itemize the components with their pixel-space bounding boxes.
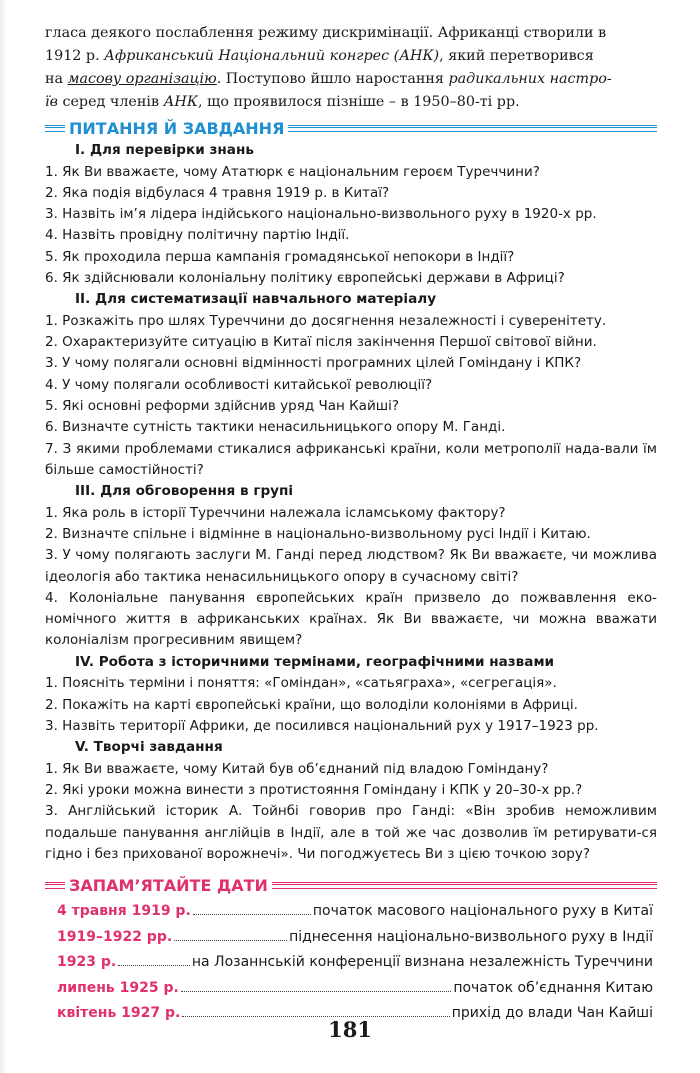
question-item: 5. Як проходила перша кампанія громадянської непокори в Індії? (45, 248, 515, 265)
date-event: початок масового національного руху в Китаї (312, 903, 653, 920)
date-row (57, 929, 653, 955)
question-item: 1. Розкажіть про шлях Туреччини до досягнення незалежності і суверенітету. (45, 312, 607, 329)
intro-paragraph (45, 22, 657, 114)
intro-text: на (45, 71, 68, 87)
questions-banner-title: ПИТАННЯ Й ЗАВДАННЯ (69, 118, 285, 138)
question-item: 3. Назвіть ім’я лідера індійського національно-визвольного руху в 1920-х рр. (45, 206, 597, 223)
question-item: 4. Назвіть провідну політичну партію Індії. (45, 227, 350, 244)
page-edge-shadow (0, 0, 8, 1073)
question-list (45, 503, 657, 652)
intro-text: . Поступово йшло наростання (216, 71, 449, 87)
question-item: 5. Які основні реформи здійснив уряд Чан Кайші? (45, 397, 399, 414)
date-row (57, 980, 653, 1006)
banner-rule (45, 882, 65, 889)
anc-abbr: АНК (163, 94, 198, 110)
dotted-leader (181, 991, 452, 992)
question-item: 3. У чому полягають заслуги М. Ганді перед людством? Як Ви вважаєте, чи можлива ідеологія або тактика ненасильницького опору в сучасному світі? (45, 547, 657, 585)
dotted-leader (193, 914, 311, 915)
date-event: на Лозаннській конференції визнана незалежність Туреччини (191, 954, 653, 971)
question-list (45, 311, 657, 481)
date-label: квітень 1927 р. (57, 1005, 181, 1022)
question-item: 4. Колоніальне панування європейських країн призвело до пожвавлення еко-номічного життя в африканських країнах. Як Ви вважаєте, чи можна вважати колоніалізм прогресивним явищем? (45, 589, 657, 649)
date-label: липень 1925 р. (57, 979, 179, 996)
question-item: 2. Визначте спільне і відмінне в національно-визвольному русі Індії і Китаю. (45, 525, 591, 542)
question-item: 2. Охарактеризуйте ситуацію в Китаї після закінчення Першої світової війни. (45, 334, 597, 351)
banner-rule (45, 125, 65, 132)
question-item: 1. Поясніть терміни і поняття: «Гоміндан», «сатьяграха», «сегрегація». (45, 675, 557, 692)
textbook-page (45, 22, 657, 1031)
dates-banner-title: ЗАПАМ’ЯТАЙТЕ ДАТИ (69, 875, 268, 895)
date-row (57, 903, 653, 929)
date-label: 1923 р. (57, 954, 117, 971)
key-dates-list (45, 903, 653, 1031)
mass-organization-term: масову організацію (67, 71, 217, 87)
section-title: І. Для перевірки знань (75, 142, 254, 158)
question-item: 2. Які уроки можна винести з протистояння Гоміндану і КПК у 20–30-х рр.? (45, 781, 583, 798)
radical-term: радикальних настро- (448, 71, 612, 87)
section-title: IV. Робота з історичними термінами, географічними назвами (75, 653, 555, 670)
date-event: початок об’єднання Китаю (453, 979, 653, 996)
section-title: ІІІ. Для обговорення в групі (75, 483, 294, 500)
dates-banner (45, 873, 657, 897)
question-item: 7. З якими проблемами стикалися африканські країни, коли метрополії нада-вали їм більше самостійності? (45, 440, 657, 478)
intro-text: серед членів (57, 94, 164, 110)
question-list (45, 759, 657, 865)
date-label: 1919–1922 рр. (57, 928, 173, 945)
question-item: 2. Яка подія відбулася 4 травня 1919 р. в Китаї? (45, 184, 390, 201)
question-list (45, 162, 657, 290)
question-item: 3. Англійський історик А. Тойнбі говорив про Ганді: «Він зробив неможливим подальше панування англійців в Індії, але в той же час дозволив їм ретирувати-ся гідно і без прихованої ворожнечі». Чи погоджуєтесь Ви з цією точкою зору? (45, 803, 657, 862)
radical-term-end: їв (45, 94, 58, 110)
question-item: 3. У чому полягали основні відмінності програмних цілей Гоміндану і КПК? (45, 355, 582, 372)
page-number: 181 (328, 1017, 372, 1042)
question-item: 1. Як Ви вважаєте, чому Китай був об’єднаний під владою Гоміндану? (45, 760, 549, 777)
dotted-leader (174, 940, 287, 941)
intro-text: , що проявилося пізніше – в 1950–80-ті рр. (197, 94, 520, 110)
intro-text: , який перетворився (439, 48, 594, 64)
date-row (57, 954, 653, 980)
anc-term: Африканський Національний конгрес (АНК) (104, 48, 440, 64)
question-item: 1. Яка роль в історії Туреччини належала ісламському фактору? (45, 504, 506, 521)
section-title: V. Творчі завдання (75, 739, 223, 756)
section-title: ІІ. Для систематизації навчального матеріалу (75, 291, 437, 308)
question-item: 6. Визначте сутність тактики ненасильницького опору М. Ганді. (45, 419, 506, 436)
banner-rule (288, 125, 657, 132)
question-item: 6. Як здійснювали колоніальну політику європейські держави в Африці? (45, 269, 565, 286)
question-sections (45, 140, 657, 865)
intro-line-1: гласа деякого послаблення режиму дискримінації. Африканці створили в (45, 25, 607, 41)
intro-text: 1912 р. (45, 48, 105, 64)
question-list (45, 673, 657, 737)
banner-rule (272, 882, 657, 889)
question-item: 2. Покажіть на карті європейські країни, що володіли колоніями в Африці. (45, 696, 578, 713)
question-item: 3. Назвіть території Африки, де посилився національний рух у 1917–1923 рр. (45, 717, 599, 734)
date-label: 4 травня 1919 р. (57, 903, 191, 920)
date-event: піднесення національно-визвольного руху в Індії (289, 928, 653, 945)
dotted-leader (118, 965, 190, 966)
questions-banner (45, 116, 657, 140)
question-item: 1. Як Ви вважаєте, чому Ататюрк є національним героєм Туреччини? (45, 163, 540, 180)
date-event: прихід до влади Чан Кайші (451, 1005, 653, 1022)
question-item: 4. У чому полягали особливості китайської революції? (45, 376, 433, 393)
